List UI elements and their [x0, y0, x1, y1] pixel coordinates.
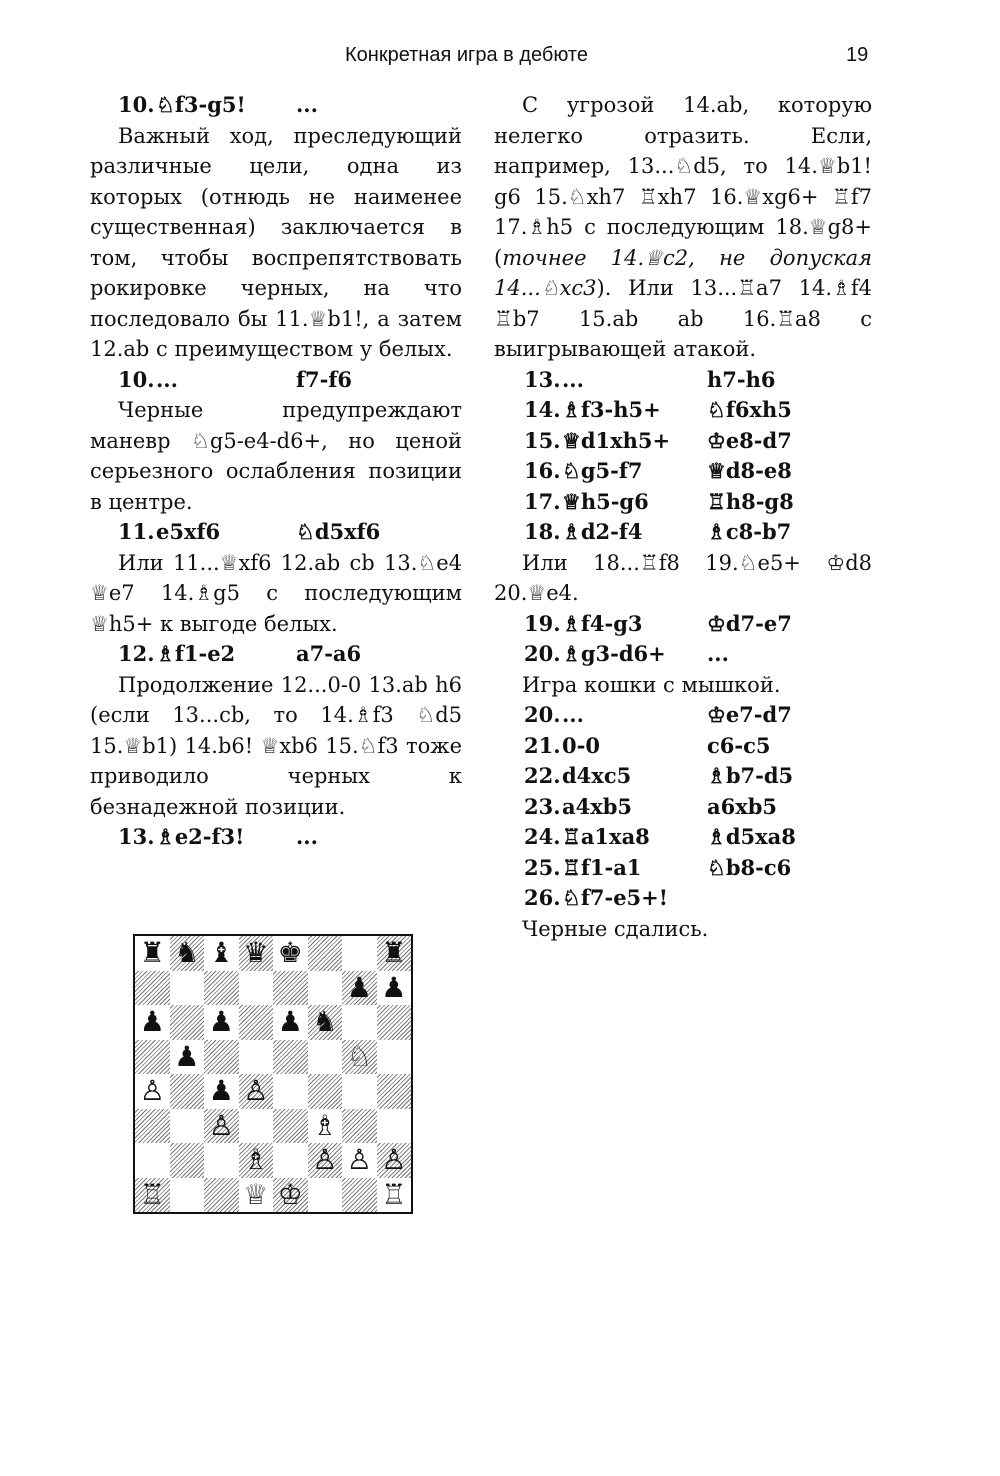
board-square	[135, 1109, 170, 1144]
commentary-paragraph: Продолжение 12...0-0 13.ab h6 (если 13...cb, то 14.♗f3 ♘d5 15.♕b1) 14.b6! ♕xb6 15.♘f3 тоже приводило черных к безнадежной позиции.	[90, 672, 462, 819]
move-white: ♗f3-h5+	[562, 397, 661, 422]
move-line	[494, 365, 872, 396]
board-square: ♚	[277, 936, 303, 970]
move-black: ♘f6xh5	[707, 397, 792, 422]
board-square	[170, 1109, 205, 1144]
move-num: 22.	[524, 763, 561, 788]
commentary-paragraph: Или 18...♖f8 19.♘e5+ ♔d8 20.♕e4.	[494, 550, 872, 605]
move-line	[494, 639, 872, 670]
move-white: ...	[562, 702, 584, 727]
move-black: a7-a6	[296, 641, 362, 666]
board-square: ♕	[243, 1177, 269, 1211]
board-square: ♟	[208, 1074, 234, 1108]
board-square: ♗	[239, 1143, 274, 1178]
move-line	[494, 609, 872, 640]
move-black: ♗c8-b7	[707, 519, 792, 544]
board-square: ♙	[239, 1074, 274, 1109]
board-square	[273, 971, 308, 1006]
move-line	[494, 395, 872, 426]
move-num: 10.	[118, 366, 155, 392]
move-num: 20.	[524, 702, 561, 727]
move-line	[494, 853, 872, 884]
move-num: 13.	[524, 366, 561, 392]
board-square: ♝	[208, 936, 234, 970]
move-num: 21.	[524, 732, 561, 758]
move-black: ...	[296, 824, 318, 849]
board-square	[273, 1040, 308, 1075]
move-black: c6-c5	[707, 732, 771, 758]
move-num: 18.	[524, 519, 561, 544]
board-square	[239, 1109, 274, 1144]
move-white: ♕d1xh5+	[562, 427, 671, 453]
board-square: ♙	[346, 1143, 372, 1177]
move-num: 10.	[118, 92, 155, 117]
move-num: 14.	[524, 397, 561, 422]
board-square	[273, 1074, 308, 1109]
running-header: Конкретная игра в дебюте	[345, 44, 588, 66]
board-square: ♟	[208, 1005, 234, 1039]
move-num: 19.	[524, 610, 561, 636]
board-square	[342, 1178, 377, 1213]
board-square	[239, 1005, 274, 1040]
move-num: 25.	[524, 854, 561, 880]
commentary-paragraph: Важный ход, преследующий различные цели, одна из которых (отнюдь не наименее существенная) заключается в том, чтобы воспрепятствовать рокировке черных, на что последовало бы 11.♕b1!, а затем 12.ab с преимуществом у белых.	[90, 123, 462, 361]
board-square	[377, 1005, 412, 1040]
board-square	[135, 1143, 170, 1178]
board-square: ♘	[342, 1040, 377, 1075]
board-square	[308, 971, 343, 1006]
move-black: ...	[296, 92, 318, 117]
board-square: ♞	[170, 936, 205, 971]
move-black: ♔e7-d7	[707, 702, 792, 727]
move-num: 12.	[118, 641, 155, 666]
board-square: ♛	[239, 936, 274, 971]
move-line	[494, 487, 872, 518]
board-square: ♟	[139, 1005, 165, 1039]
move-black: ♔d7-e7	[707, 610, 792, 636]
move-white: ♘g5-f7	[562, 458, 643, 483]
move-num: 11.	[118, 519, 155, 544]
board-square	[377, 1040, 412, 1075]
board-square: ♜	[377, 936, 412, 971]
move-line	[494, 883, 872, 914]
right-column	[494, 90, 872, 944]
board-square	[308, 1074, 343, 1109]
board-square	[308, 1040, 343, 1075]
board-square: ♟	[342, 971, 377, 1006]
board-square	[342, 936, 377, 971]
move-white: ♘f7-e5+!	[562, 885, 668, 910]
move-num: 13.	[118, 824, 155, 849]
board-square	[170, 1178, 205, 1213]
board-square	[308, 936, 343, 971]
move-black: ♘b8-c6	[707, 854, 792, 880]
board-square	[170, 1143, 205, 1178]
board-square: ♔	[273, 1178, 308, 1213]
move-white: ♗g3-d6+	[562, 641, 666, 666]
move-white: ♗d2-f4	[562, 519, 643, 544]
move-line	[494, 456, 872, 487]
move-line	[494, 792, 872, 823]
board-square	[135, 971, 170, 1006]
move-line	[90, 517, 462, 548]
board-square	[204, 1040, 239, 1075]
move-line	[90, 822, 462, 853]
page-number: 19	[846, 44, 869, 66]
move-black: ♔e8-d7	[707, 427, 792, 453]
move-num: 20.	[524, 641, 561, 666]
move-white: d4xc5	[562, 763, 632, 788]
board-square: ♟	[277, 1005, 303, 1039]
left-column	[90, 90, 462, 853]
board-square	[273, 1143, 308, 1178]
move-black: h7-h6	[707, 366, 776, 392]
move-white: ...	[156, 366, 178, 392]
board-square: ♙	[139, 1074, 165, 1108]
move-line	[494, 822, 872, 853]
board-square	[239, 971, 274, 1006]
board-square	[308, 1178, 343, 1213]
move-line	[90, 365, 462, 396]
board-square: ♜	[139, 936, 165, 970]
commentary-paragraph: Игра кошки с мышкой.	[522, 672, 781, 697]
move-line	[494, 517, 872, 548]
move-black: f7-f6	[296, 366, 353, 392]
move-white: ♖f1-a1	[562, 854, 642, 880]
board-square: ♖	[381, 1177, 407, 1211]
board-square	[342, 1109, 377, 1144]
move-line	[494, 426, 872, 457]
move-white: ♗e2-f3!	[156, 824, 245, 849]
board-square	[377, 1074, 412, 1109]
board-square	[170, 971, 205, 1006]
board-square: ♟	[174, 1039, 200, 1073]
board-square: ♖	[135, 1178, 170, 1213]
move-line	[494, 700, 872, 731]
move-black: ...	[707, 641, 729, 666]
move-num: 15.	[524, 427, 561, 453]
move-white: ...	[562, 366, 584, 392]
move-line	[494, 731, 872, 762]
commentary-paragraph: Черные сдались.	[522, 916, 709, 941]
board-square	[342, 1005, 377, 1040]
board-square	[204, 971, 239, 1006]
board-square: ♙	[308, 1143, 343, 1178]
board-square	[204, 1178, 239, 1213]
board-square	[377, 1109, 412, 1144]
move-black: ♘d5xf6	[296, 519, 381, 544]
commentary-paragraph: С угрозой 14.ab, которую нелегко отразить. Если, например, 13...♘d5, то 14.♕b1! g6 15.♘xh7 ♖xh7 16.♕xg6+ ♖f7 17.♗h5 с последующим 18.♕g8+ (точнее 14.♕c2, не допуская 14...♘xc3). Или 13...♖a7 14.♗f4 ♖b7 15.ab ab 16.♖a8 с выигрывающей атакой.	[494, 93, 872, 361]
move-num: 17.	[524, 488, 561, 514]
move-num: 23.	[524, 793, 561, 819]
move-white: ♗f4-g3	[562, 610, 643, 636]
commentary-paragraph: Черные предупреждают маневр ♘g5-e4-d6+, но ценой серьезного ослабления позиции в центре.	[90, 398, 462, 514]
move-num: 16.	[524, 458, 561, 483]
board-square	[239, 1040, 274, 1075]
move-black: ♕d8-e8	[707, 458, 792, 483]
board-square	[342, 1074, 377, 1109]
board-square: ♗	[312, 1108, 338, 1142]
board-square	[135, 1040, 170, 1075]
move-white: ♖a1xa8	[562, 824, 650, 849]
board-square: ♟	[381, 970, 407, 1004]
move-line	[494, 761, 872, 792]
move-black: ♖h8-g8	[707, 488, 794, 514]
board-square: ♙	[377, 1143, 412, 1178]
move-black: ♗b7-d5	[707, 763, 794, 788]
move-white: ♕h5-g6	[562, 488, 649, 514]
move-num: 24.	[524, 824, 561, 849]
move-white: ♗f1-e2	[156, 641, 236, 666]
move-num: 26.	[524, 885, 561, 910]
board-square	[204, 1143, 239, 1178]
move-black: a6xb5	[707, 793, 778, 819]
commentary-paragraph: Или 11...♕xf6 12.ab cb 13.♘e4 ♕e7 14.♗g5 с последующим ♕h5+ к выгоде белых.	[90, 550, 462, 636]
board-square: ♙	[204, 1109, 239, 1144]
chess-diagram	[133, 934, 413, 1214]
move-white: ♘f3-g5!	[156, 92, 246, 117]
board-square: ♞	[308, 1005, 343, 1040]
board-square	[170, 1005, 205, 1040]
move-line	[90, 639, 462, 670]
move-white: e5xf6	[156, 519, 221, 544]
move-white: 0-0	[562, 732, 600, 758]
move-white: a4xb5	[562, 793, 633, 819]
move-line	[90, 90, 462, 121]
board-square	[170, 1074, 205, 1109]
board-square	[273, 1109, 308, 1144]
move-black: ♗d5xa8	[707, 824, 796, 849]
